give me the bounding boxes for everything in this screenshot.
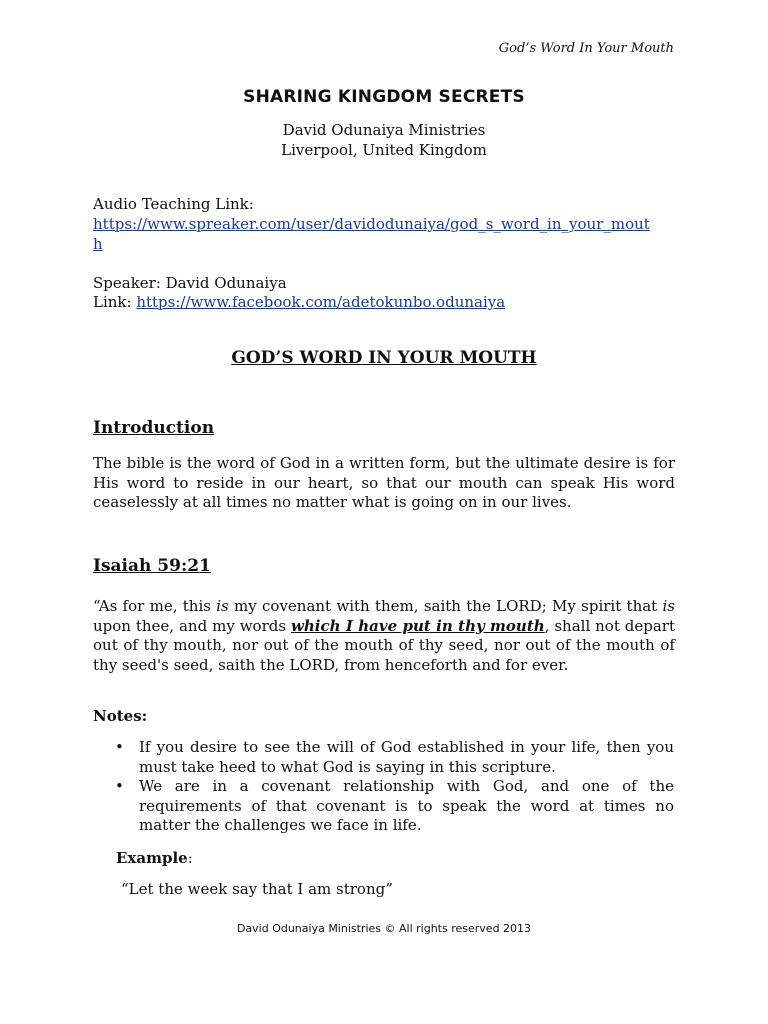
scripture-part: , shall not depart out of thy mouth, nor out of the mouth of thy seed, nor out of the mouth of thy seed's seed, saith the LORD, from henceforth and for ever. (93, 616, 675, 674)
bullet-icon: • (115, 738, 124, 756)
example-label (116, 849, 193, 867)
ministry-location: Liverpool, United Kingdom (281, 141, 487, 159)
scripture-part: upon thee, and my words (93, 616, 291, 635)
page-footer: David Odunaiya Ministries © All rights reserved 2013 (236, 922, 532, 935)
scripture-part: my covenant with them, saith the LORD; My spirit that (228, 597, 663, 615)
audio-link[interactable] (93, 215, 675, 254)
introduction-heading: Introduction (93, 418, 215, 438)
audio-link-line2[interactable]: h (93, 234, 103, 253)
bullet-icon: • (115, 777, 124, 795)
audio-label: Audio Teaching Link: (93, 195, 254, 213)
example-colon: : (187, 849, 193, 867)
notes-label: Notes: (93, 707, 148, 725)
ministry-name: David Odunaiya Ministries (282, 121, 486, 139)
scripture-italic: is (662, 597, 675, 615)
document-title: SHARING KINGDOM SECRETS (243, 87, 525, 107)
example-label-text: Example (116, 849, 188, 867)
running-header: God’s Word In Your Mouth (498, 41, 674, 56)
example-quote: “Let the week say that I am strong” (121, 880, 393, 898)
scripture-part: “As for me, this (93, 597, 217, 615)
scripture-heading: Isaiah 59:21 (93, 556, 211, 576)
speaker-link-label: Link: (93, 293, 137, 311)
scripture-emphasis: which I have put in thy mouth (290, 616, 545, 635)
introduction-text: The bible is the word of God in a written form, but the ultimate desire is for His word to reside in our heart, so that our mouth can speak His word ceaselessly at all times no matter what is going on in our lives. (93, 454, 675, 511)
section-title: GOD’S WORD IN YOUR MOUTH (231, 348, 537, 368)
audio-link-line1[interactable]: https://www.spreaker.com/user/davidodunaiya/god_s_word_in_your_mout (93, 215, 650, 233)
speaker-link-row (93, 293, 675, 313)
speaker-label: Speaker: David Odunaiya (93, 274, 287, 292)
scripture-italic: is (216, 597, 229, 615)
note-item: We are in a covenant relationship with God, and one of the requirements of that covenant is to speak the word at times no matter the challenges we face in life. (139, 777, 674, 834)
speaker-link[interactable]: https://www.facebook.com/adetokunbo.odunaiya (136, 293, 506, 311)
scripture-text (93, 597, 675, 675)
note-item: If you desire to see the will of God established in your life, then you must take heed to what God is saying in this scripture. (139, 738, 674, 776)
